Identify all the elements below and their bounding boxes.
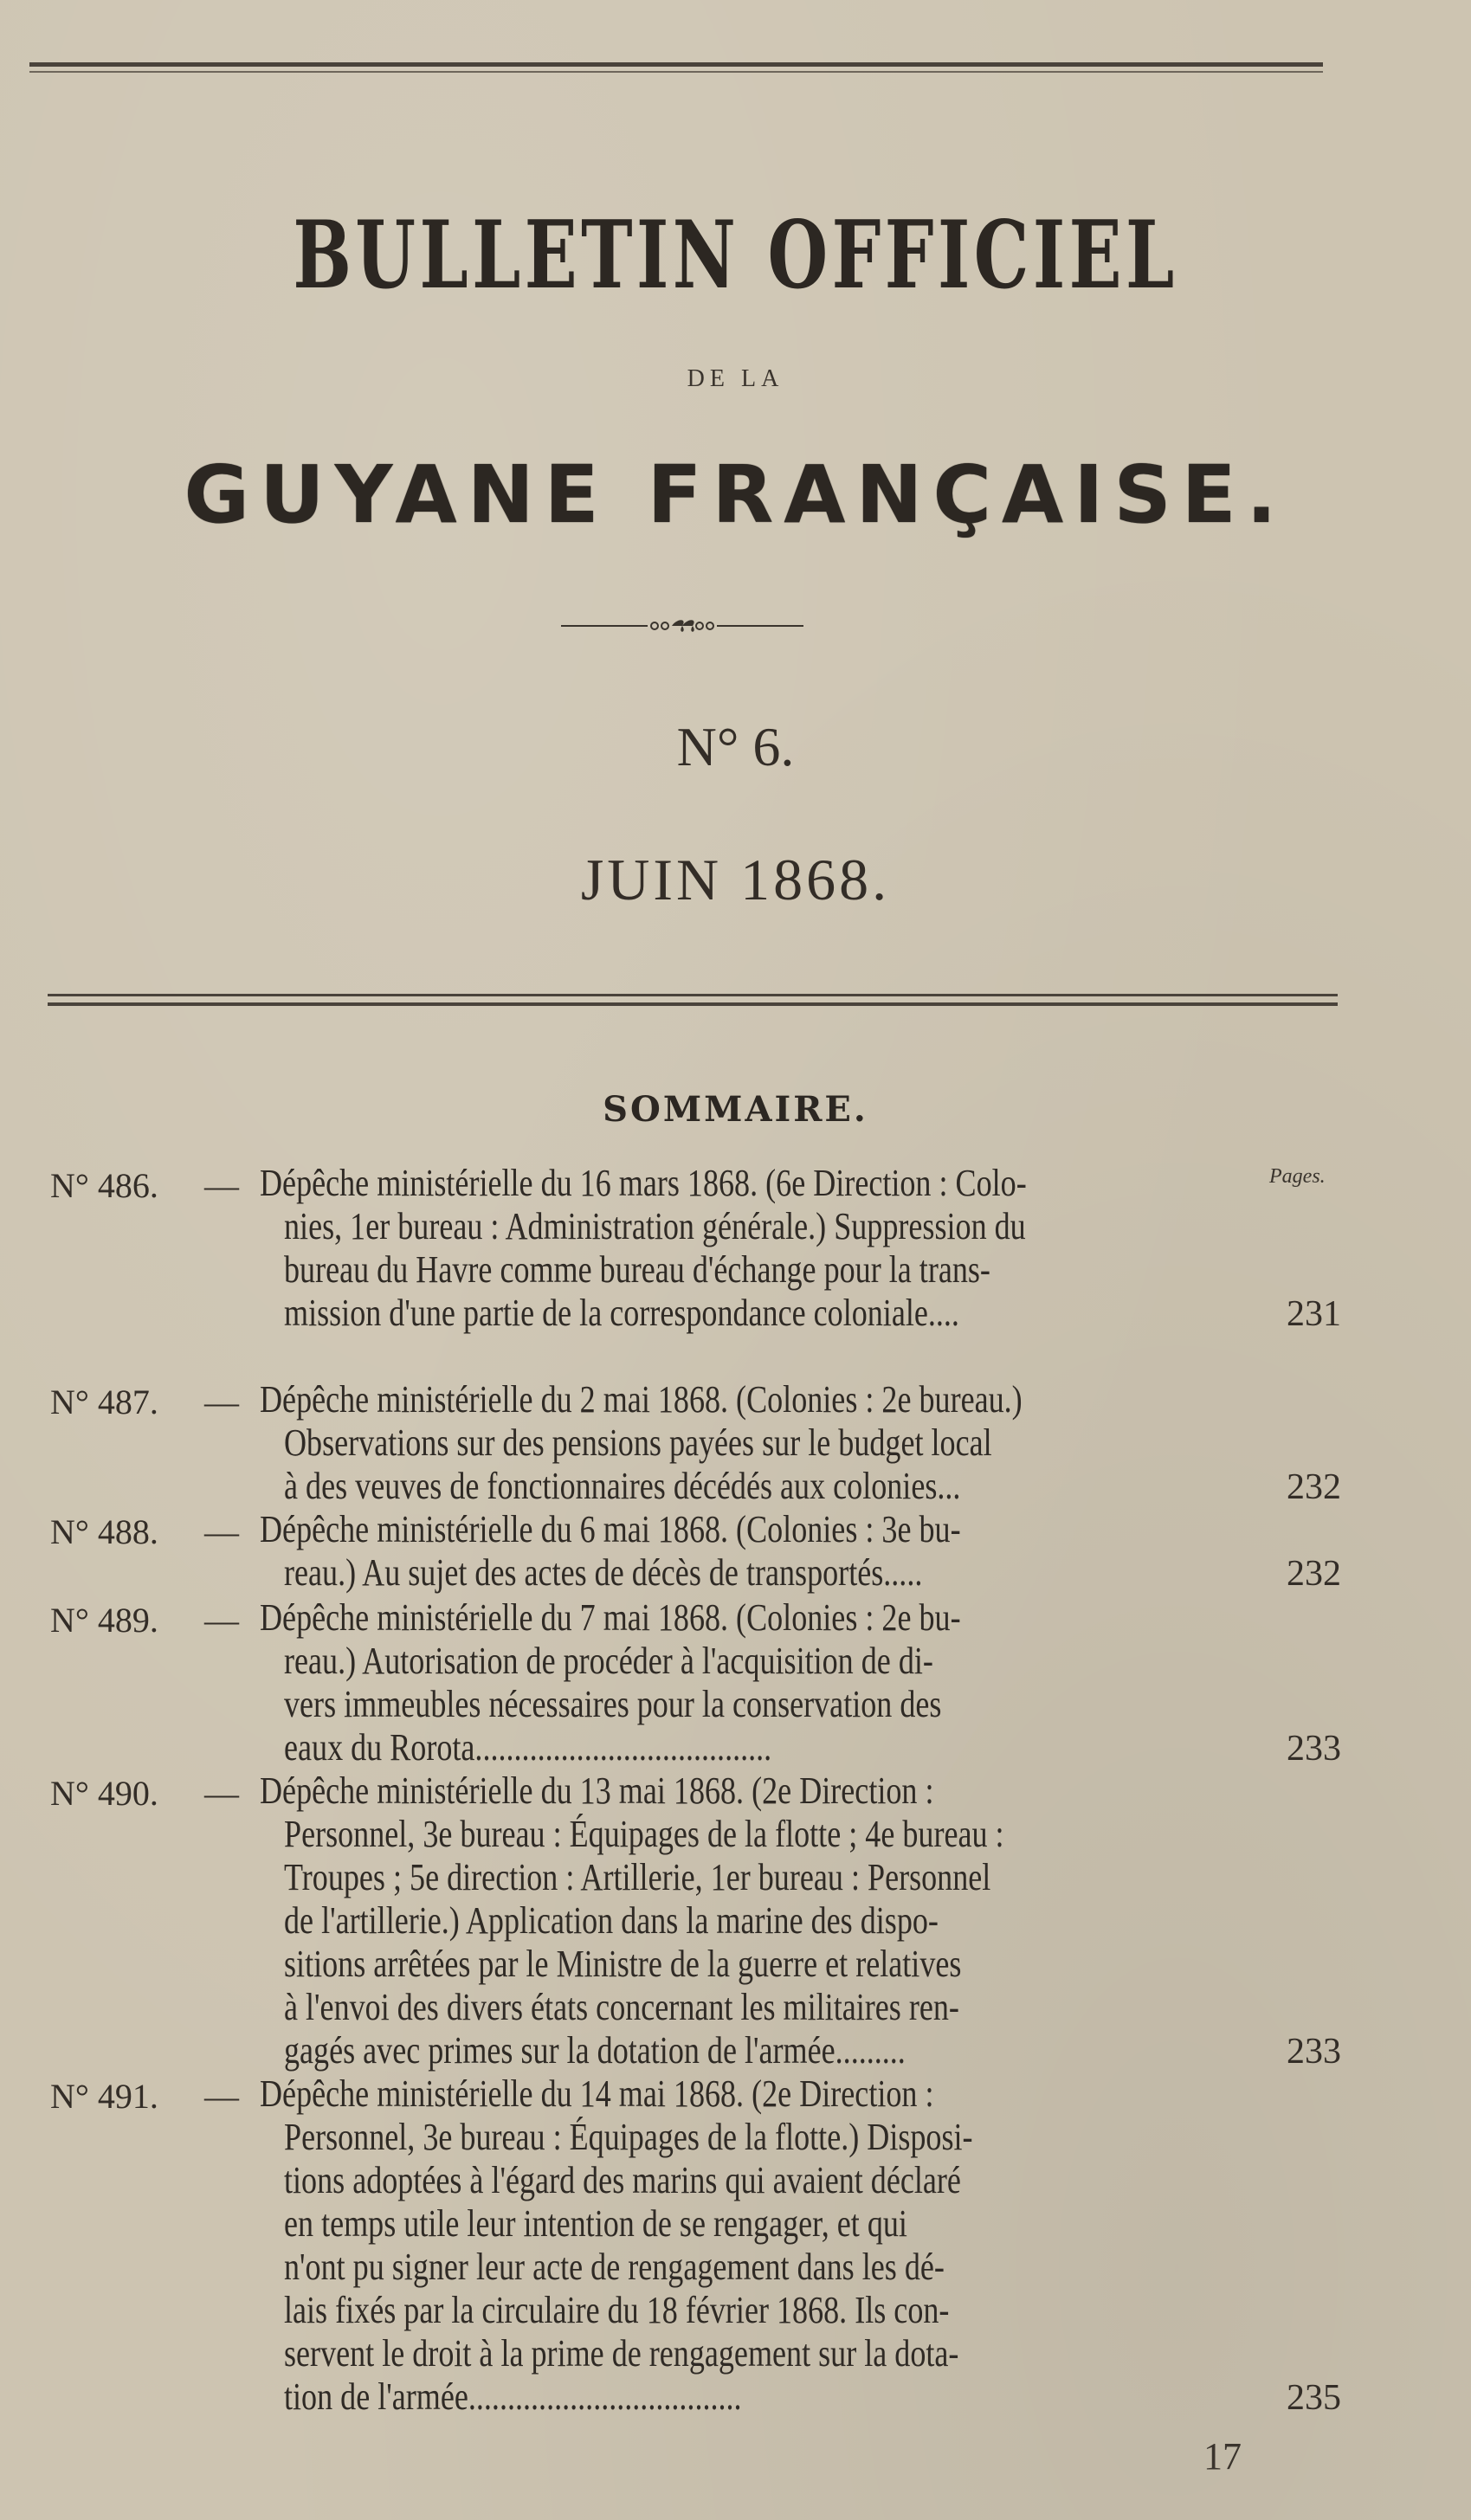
entry-line: Personnel, 3e bureau : Équipages de la flotte ; 4e bureau : <box>284 1813 1004 1855</box>
entry-line: reau.) Au sujet des actes de décès de transportés..... <box>284 1551 923 1594</box>
entry-line: Dépêche ministérielle du 6 mai 1868. (Colonies : 3e bu- <box>260 1508 961 1550</box>
entry-line: servent le droit à la prime de rengagement sur la dota- <box>284 2332 959 2375</box>
entry-dash: — <box>204 1382 239 1421</box>
entry-dash: — <box>204 1601 239 1640</box>
entry-number: N° 488. <box>50 1512 158 1551</box>
entry-dash: — <box>204 1774 239 1813</box>
pages-column-label: Pages. <box>1269 1165 1326 1188</box>
summary-heading: SOMMAIRE. <box>603 1089 868 1130</box>
entry-number: N° 487. <box>50 1382 158 1421</box>
entry-dash: — <box>204 1166 239 1205</box>
ornament-divider <box>561 616 803 635</box>
entry-number: N° 489. <box>50 1601 158 1640</box>
entry-line: bureau du Havre comme bureau d'échange pour la trans- <box>284 1248 990 1291</box>
entry-line: Troupes ; 5e direction : Artillerie, 1er bureau : Personnel <box>284 1856 991 1898</box>
title-connector: DE LA <box>687 365 784 392</box>
entry-line: de l'artillerie.) Application dans la marine des dispo- <box>284 1899 939 1942</box>
entry-line: reau.) Autorisation de procéder à l'acquisition de di- <box>284 1640 933 1682</box>
entry-line: sitions arrêtées par le Ministre de la guerre et relatives <box>284 1943 962 1985</box>
entry-line: tions adoptées à l'égard des marins qui avaient déclaré <box>284 2159 961 2201</box>
top-rule <box>29 62 1323 73</box>
entry-page-number: 233 <box>1287 1729 1341 1769</box>
entry-line: Dépêche ministérielle du 7 mai 1868. (Colonies : 2e bu- <box>260 1596 961 1639</box>
entry-number: N° 490. <box>50 1774 158 1813</box>
territory-title: GUYANE FRANÇAISE. <box>184 448 1287 541</box>
entry-line: Dépêche ministérielle du 2 mai 1868. (Colonies : 2e bureau.) <box>260 1378 1023 1421</box>
entry-line: Personnel, 3e bureau : Équipages de la flotte.) Disposi- <box>284 2116 973 2158</box>
entry-number: N° 491. <box>50 2077 158 2116</box>
entry-line: lais fixés par la circulaire du 18 février 1868. Ils con- <box>284 2289 950 2331</box>
entry-page-number: 232 <box>1287 1554 1341 1594</box>
entry-line: nies, 1er bureau : Administration générale.) Suppression du <box>284 1205 1026 1247</box>
entry-line: vers immeubles nécessaires pour la conservation des <box>284 1683 942 1725</box>
entry-line: Dépêche ministérielle du 14 mai 1868. (2e Direction : <box>260 2072 934 2115</box>
entry-dash: — <box>204 1512 239 1551</box>
entry-line: mission d'une partie de la correspondance coloniale.... <box>284 1292 959 1334</box>
entry-line: Dépêche ministérielle du 13 mai 1868. (2e Direction : <box>260 1769 934 1812</box>
entry-line: n'ont pu signer leur acte de rengagement dans les dé- <box>284 2246 945 2288</box>
entry-line: en temps utile leur intention de se rengager, et qui <box>284 2202 907 2245</box>
entry-line: gagés avec primes sur la dotation de l'armée......... <box>284 2029 906 2072</box>
entry-line: à l'envoi des divers états concernant les militaires ren- <box>284 1986 959 2028</box>
entry-line: Dépêche ministérielle du 16 mars 1868. (6e Direction : Colo- <box>260 1162 1027 1204</box>
entry-dash: — <box>204 2077 239 2116</box>
entry-page-number: 231 <box>1287 1294 1341 1334</box>
section-rule <box>48 994 1338 1006</box>
issue-date: JUIN 1868. <box>580 847 891 912</box>
entry-line: tion de l'armée................................... <box>284 2375 742 2418</box>
entry-number: N° 486. <box>50 1166 158 1205</box>
entry-line: eaux du Rorota...................................... <box>284 1726 772 1769</box>
entry-page-number: 235 <box>1287 2378 1341 2418</box>
entry-line: Observations sur des pensions payées sur le budget local <box>284 1421 992 1464</box>
bulletin-title: BULLETIN OFFICIEL <box>293 201 1178 310</box>
issue-number: N° 6. <box>676 716 795 777</box>
page-folio: 17 <box>1203 2435 1242 2478</box>
entry-page-number: 233 <box>1287 2032 1341 2072</box>
entry-line: à des veuves de fonctionnaires décédés aux colonies... <box>284 1465 961 1507</box>
entry-page-number: 232 <box>1287 1467 1341 1507</box>
